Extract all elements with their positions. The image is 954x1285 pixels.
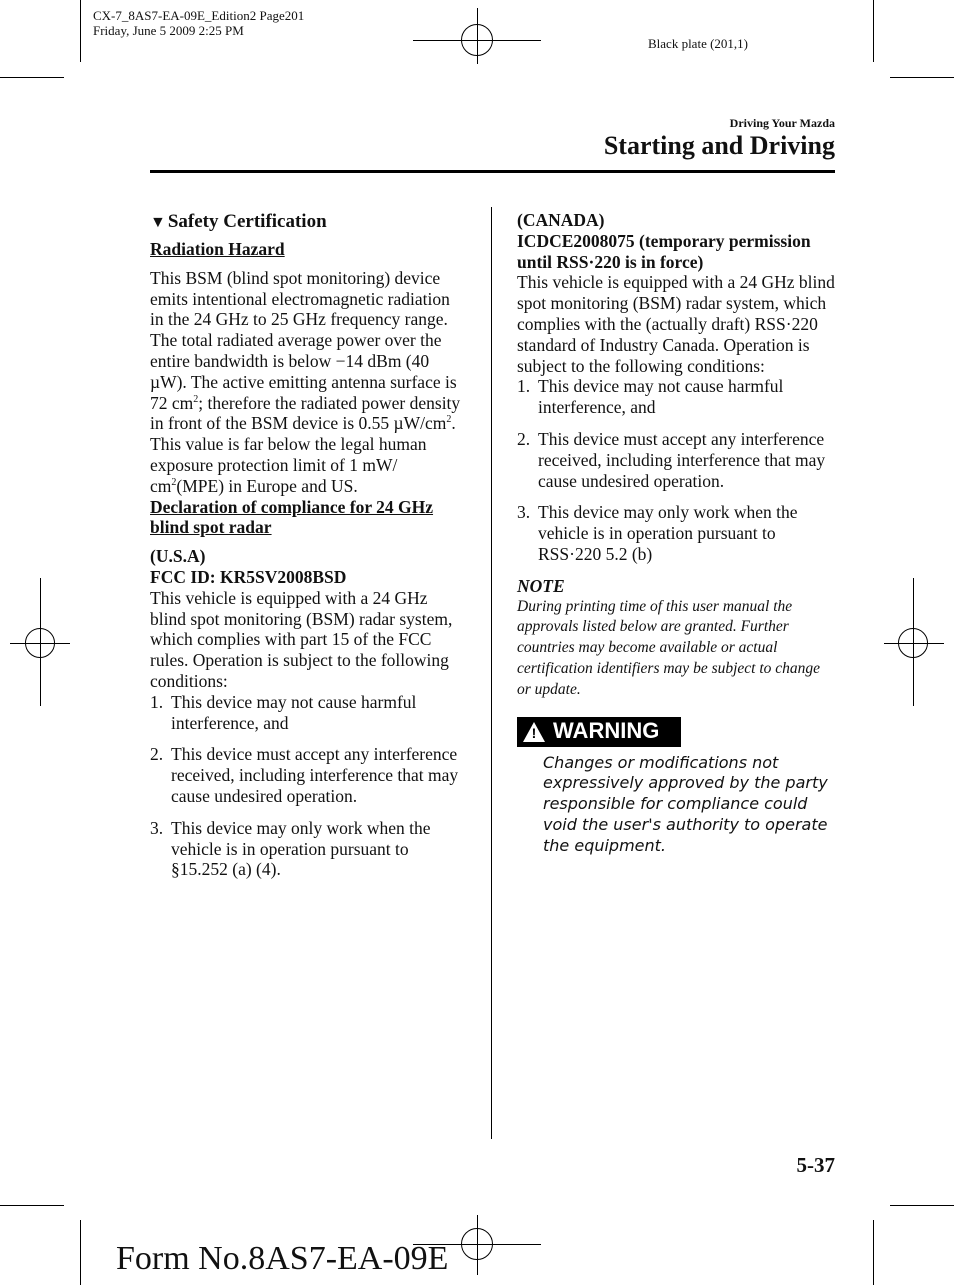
section-label: Driving Your Mazda	[729, 116, 835, 130]
list-item: 1. This device may not cause harmful interference, and	[150, 691, 417, 733]
list-item: 3. This device may only work when the vehicle is in operation pursuant to §15.252 (a) (4).	[150, 817, 431, 880]
ic-text: This vehicle is equipped with a 24 GHz blind spot monitoring (BSM) radar system, which complies with the (actually draft) RSS·220 standard of Industry Canada. Operation is subject to the following conditions:	[517, 272, 835, 376]
list-item: 3. This device may only work when the vehicle is in operation pursuant to RSS·220 5.2 (b)	[517, 502, 798, 564]
form-number: Form No.8AS7-EA-09E	[116, 1240, 449, 1277]
warning-banner	[517, 717, 835, 747]
warning-text: Changes or modifications not expressively approved by the party responsible for compliance could void the user's authority to operate the equipment.	[543, 752, 828, 855]
canada-label: (CANADA)	[517, 210, 605, 230]
warning-label: WARNING	[553, 718, 660, 744]
radiation-hazard-text: This BSM (blind spot monitoring) device emits intentional electromagnetic radiation in the 24 GHz to 25 GHz frequency range. The total radiated average power over the entire bandwidth is below −14 dBm (40 µW). The active emitting antenna surface is 72 $cm^2$; therefore the radiated power density in front of the BSM device is 0.55 $\mu W/cm^2$. This value is far below the legal human exposure protection limit of 1 mW/ $cm^2(MPE)$ in Europe and US.	[150, 267, 461, 496]
fcc-text: This vehicle is equipped with a 24 GHz blind spot monitoring (BSM) radar system, which complies with part 15 of the FCC rules. Operation is subject to the following conditions:	[150, 587, 453, 691]
declaration-title: Declaration of compliance for 24 GHz blind spot radar	[150, 496, 434, 538]
list-item: 2. This device must accept any interference received, including interference that may cause undesired operation.	[517, 428, 826, 491]
plate-label: Black plate (201,1)	[648, 36, 748, 51]
header-rule	[150, 170, 835, 173]
radiation-hazard-title: Radiation Hazard	[150, 239, 285, 259]
right-column	[517, 210, 835, 857]
ic-id: ICDCE2008075 (temporary permission until RSS·220 is in force)	[517, 230, 811, 272]
warning-triangle-icon: !	[523, 722, 545, 742]
page-number: 5-37	[796, 1153, 835, 1177]
list-item: 2. This device must accept any interference received, including interference that may cause undesired operation.	[150, 744, 459, 806]
fcc-id: FCC ID: KR5SV2008BSD	[150, 566, 347, 587]
print-file-name: CX-7_8AS7-EA-09E_Edition2 Page201	[93, 8, 305, 23]
print-timestamp: Friday, June 5 2009 2:25 PM	[93, 23, 244, 38]
section-heading	[150, 210, 465, 235]
section-heading-text: Safety Certification	[167, 211, 327, 232]
column-divider	[491, 207, 492, 1139]
chapter-title: Starting and Driving	[603, 131, 835, 160]
left-column	[150, 210, 465, 891]
print-file-info	[93, 8, 304, 38]
list-item: 1. This device may not cause harmful interference, and	[517, 376, 784, 418]
triangle-marker-icon: ▼	[150, 214, 166, 231]
note-title: NOTE	[517, 575, 565, 596]
usa-label: (U.S.A)	[150, 546, 206, 567]
note-text: During printing time of this user manual the approvals listed below are granted. Further countries may become available or actual certification identifiers may be subject to change or update.	[517, 597, 821, 698]
